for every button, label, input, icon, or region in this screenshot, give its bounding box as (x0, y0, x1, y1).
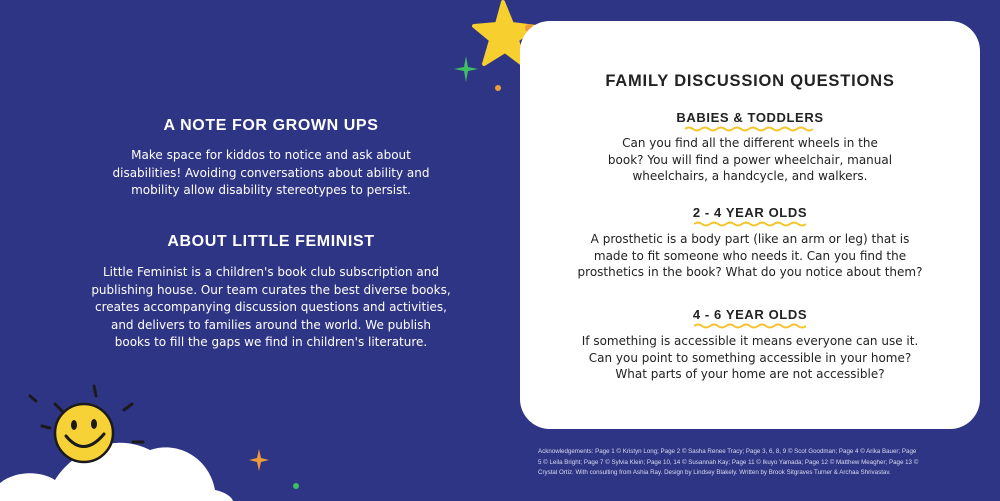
section-body-babies (550, 135, 950, 185)
text-line: publishing house. Our team curates the best diverse books, (91, 282, 451, 297)
text-line: Make space for kiddos to notice and ask about (131, 148, 411, 162)
section-heading-label: 2 - 4 YEAR OLDS (692, 205, 808, 220)
section-body-2-4 (550, 231, 950, 281)
discussion-card (520, 21, 980, 429)
text-line: Crystal Ortiz. With consulting from Ashia Ray. Design by Lindsey Blakely. Written by Brook Sitgraves Turner & Archaa Shrivastav. (538, 469, 891, 476)
text-line: prosthetics in the book? What do you notice about them? (577, 265, 923, 279)
sun-icon (30, 386, 143, 462)
note-paragraph (60, 147, 482, 200)
section-heading-label: BABIES & TODDLERS (676, 110, 824, 125)
section-heading-2-4 (520, 205, 980, 227)
section-heading-4-6 (520, 307, 980, 329)
text-line: Can you point to something accessible in your home? (588, 350, 912, 365)
text-line: wheelchairs, a handcycle, and walkers. (632, 169, 868, 183)
text-line: made to fit someone who needs it. Can you find the (593, 248, 907, 263)
text-line: disabilities! Avoiding conversations about ability and (112, 165, 430, 180)
text-line: A prosthetic is a body part (like an arm or leg) that is (590, 232, 910, 246)
dot-icon (293, 483, 299, 489)
sparkle-icon (454, 56, 478, 82)
text-line: If something is accessible it means everyone can use it. (581, 334, 919, 348)
cloud-icon (0, 443, 233, 501)
acknowledgements (538, 447, 964, 479)
text-line: books to fill the gaps we find in children's literature. (114, 335, 428, 349)
text-line: Acknowledgements: Page 1 © Kristyn Long; Page 2 © Sasha Renee Tracy; Page 3, 6, 8, 9 © Scot Goodman; Page 4 © Arika Bauer; Page (538, 448, 917, 455)
text-line: book? You will find a power wheelchair, manual (607, 152, 893, 167)
sparkle-icon (249, 449, 269, 471)
section-body-4-6 (550, 333, 950, 383)
text-line: What parts of your home are not accessible? (615, 367, 885, 381)
text-line: creates accompanying discussion questions and activities, (94, 300, 447, 314)
dot-icon (495, 85, 501, 91)
section-heading-label: 4 - 6 YEAR OLDS (692, 307, 808, 322)
text-line: Little Feminist is a children's book club subscription and (102, 265, 440, 279)
text-line: and delivers to families around the world. We publish (110, 317, 432, 332)
note-heading: A NOTE FOR GROWN UPS (163, 117, 379, 134)
text-line: Can you find all the different wheels in the (622, 136, 878, 150)
text-line: mobility allow disability stereotypes to persist. (131, 183, 411, 197)
text-line: 5 © Leila Bright; Page 7 © Sylvia Klein; Page 10, 14 © Susannah Kay; Page 11 © Ikuyo Yamada; Page 12 © Matthew Meagher; Page 13 © (538, 458, 919, 466)
wavy-underline (694, 221, 806, 227)
about-heading: ABOUT LITTLE FEMINIST (167, 233, 375, 250)
section-heading-babies (520, 110, 980, 132)
wavy-underline (694, 323, 806, 329)
wavy-underline (685, 126, 815, 132)
about-paragraph (60, 264, 482, 352)
card-title: FAMILY DISCUSSION QUESTIONS (605, 72, 895, 90)
